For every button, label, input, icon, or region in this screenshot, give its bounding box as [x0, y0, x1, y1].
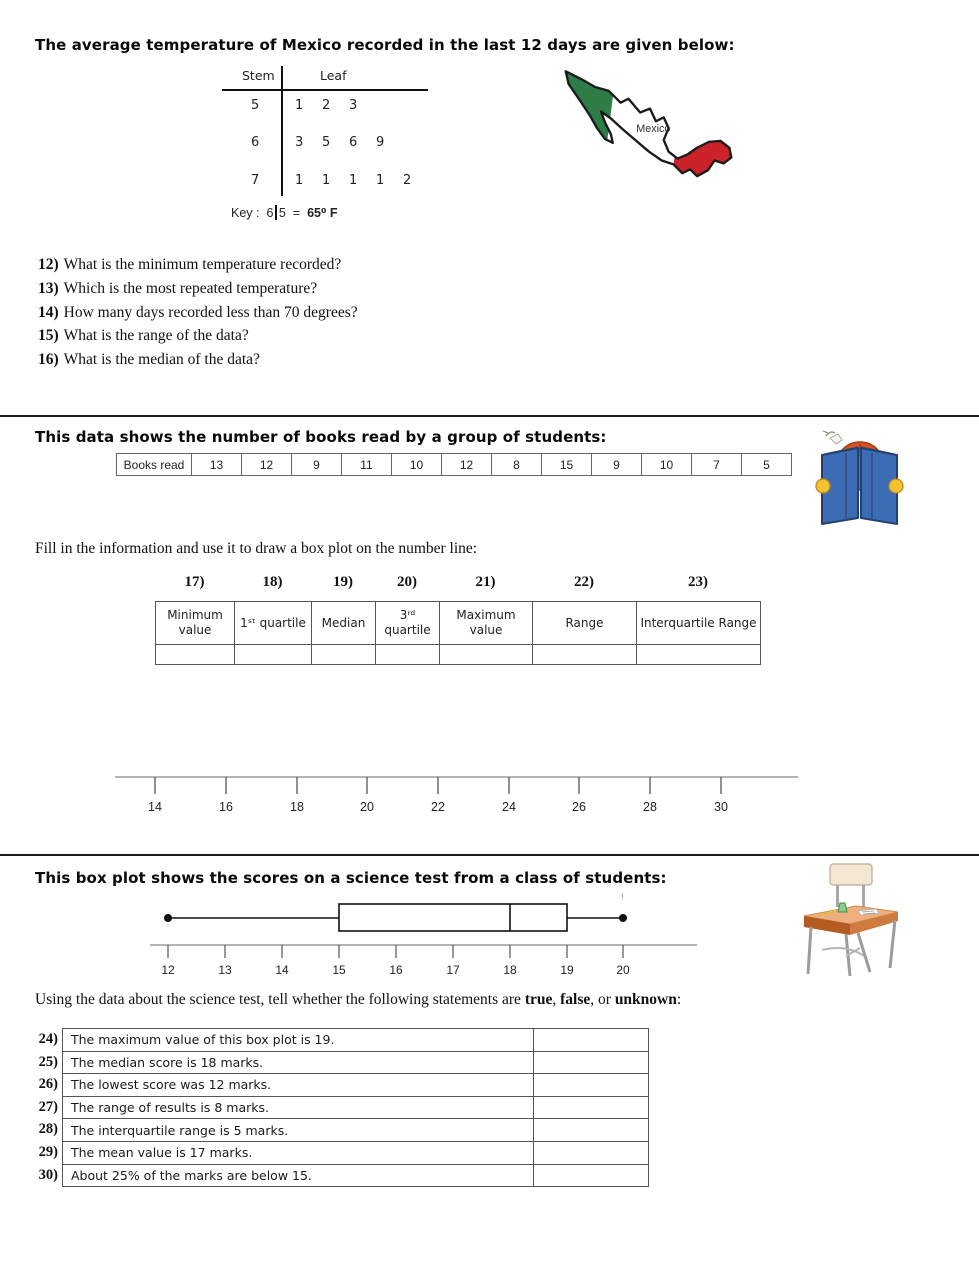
question-number: 14) — [38, 303, 59, 321]
statement-text: The lowest score was 12 marks. — [62, 1073, 534, 1097]
books-read-table — [116, 453, 792, 476]
stats-answer-cell[interactable] — [533, 645, 637, 665]
leaf-value: 9 — [376, 135, 385, 150]
statement-text: The range of results is 8 marks. — [62, 1096, 534, 1120]
books-value-cell: 13 — [192, 454, 242, 476]
stats-question-numbers — [155, 574, 760, 591]
tick-label: 20 — [360, 800, 374, 814]
tick-label: 17 — [446, 963, 460, 977]
stats-header-median: Median — [312, 602, 376, 645]
question-13 — [38, 280, 358, 304]
boxplot-axis-ticks — [168, 945, 623, 958]
chair-back — [830, 864, 872, 885]
books-value-cell: 15 — [542, 454, 592, 476]
stats-answer-cell[interactable] — [235, 645, 312, 665]
key-label: Key : — [231, 206, 260, 220]
stats-header-minimum: Minimum value — [156, 602, 235, 645]
boxplot-artifact-mark: ! — [621, 892, 624, 902]
stem-leaf-vertical-line — [281, 66, 283, 196]
question-number: 27) — [38, 1098, 58, 1115]
stem-value: 7 — [251, 173, 260, 188]
books-value-cell: 10 — [392, 454, 442, 476]
tick-label: 14 — [275, 963, 289, 977]
section1-title: The average temperature of Mexico recorded in the last 12 days are given below: — [35, 36, 735, 54]
leaf-value: 5 — [322, 135, 331, 150]
stats-header-iqr: Interquartile Range — [637, 602, 761, 645]
stem-leaf-key — [231, 205, 338, 220]
number-line-labels — [148, 800, 728, 814]
question-text: How many days recorded less than 70 degrees? — [63, 303, 358, 321]
statements-table — [31, 1029, 649, 1187]
leaf-value: 3 — [295, 135, 304, 150]
tick-label: 16 — [219, 800, 233, 814]
leaf-value: 1 — [295, 98, 304, 113]
stem-value: 5 — [251, 98, 260, 113]
stats-header-range: Range — [533, 602, 637, 645]
statement-answer-cell[interactable] — [534, 1141, 649, 1165]
key-equals: = — [292, 206, 301, 220]
stats-answer-cell[interactable] — [440, 645, 533, 665]
question-number: 30) — [38, 1166, 58, 1183]
statement-row-25 — [31, 1051, 649, 1075]
question-12 — [38, 256, 358, 280]
statement-text: The median score is 18 marks. — [62, 1051, 534, 1075]
statement-answer-cell[interactable] — [534, 1118, 649, 1142]
key-right-digit: 5 — [278, 206, 286, 220]
tick-label: 24 — [502, 800, 516, 814]
instruction-bold-unknown: unknown — [614, 991, 677, 1008]
school-desk-clipart — [798, 860, 903, 980]
stats-answer-cell[interactable] — [637, 645, 761, 665]
stats-answer-cell[interactable] — [312, 645, 376, 665]
section-divider — [0, 415, 979, 417]
stem-leaf-header-rule — [222, 89, 428, 91]
question-number: 29) — [38, 1143, 58, 1160]
leaf-value: 6 — [349, 135, 358, 150]
statement-answer-cell[interactable] — [534, 1051, 649, 1075]
boxplot-box — [339, 904, 567, 931]
question-text: What is the range of the data? — [63, 327, 249, 345]
question-15 — [38, 327, 358, 351]
question-text: Which is the most repeated temperature? — [63, 279, 318, 297]
leaf-value: 1 — [376, 173, 385, 188]
question-14 — [38, 304, 358, 328]
desk-crossbars — [822, 948, 864, 956]
statement-answer-cell[interactable] — [534, 1073, 649, 1097]
boxplot-max-dot — [619, 914, 627, 922]
books-value-cell: 12 — [242, 454, 292, 476]
scribble-marks — [823, 431, 835, 436]
leaf-column-header: Leaf — [320, 68, 347, 83]
question-number: 19) — [333, 574, 353, 590]
instruction-bold-true: true — [524, 991, 553, 1008]
tick-label: 12 — [161, 963, 175, 977]
question-16 — [38, 351, 358, 375]
stats-answer-cell[interactable] — [156, 645, 235, 665]
question-number: 17) — [184, 574, 205, 590]
stats-fill-in-table — [155, 601, 761, 665]
leaf-value: 1 — [295, 173, 304, 188]
tick-label: 19 — [560, 963, 574, 977]
question-number: 26) — [38, 1076, 58, 1093]
mexico-map — [552, 64, 748, 208]
reading-student-clipart — [812, 422, 907, 530]
tick-label: 15 — [332, 963, 346, 977]
student-hand-left — [816, 479, 830, 493]
leaf-value: 2 — [322, 98, 331, 113]
tick-label: 18 — [503, 963, 517, 977]
question-number: 28) — [38, 1121, 58, 1138]
tick-label: 30 — [714, 800, 728, 814]
statement-answer-cell[interactable] — [534, 1028, 649, 1052]
statement-text: The mean value is 17 marks. — [62, 1141, 534, 1165]
books-value-cell: 12 — [442, 454, 492, 476]
instruction-bold-false: false — [560, 991, 591, 1008]
section-divider — [0, 854, 979, 856]
boxplot-min-dot — [164, 914, 172, 922]
statement-row-26 — [31, 1073, 649, 1097]
statement-text: The maximum value of this box plot is 19. — [62, 1028, 534, 1052]
stats-answer-cell[interactable] — [376, 645, 440, 665]
leaf-value: 2 — [403, 173, 412, 188]
question-number: 25) — [38, 1053, 58, 1070]
question-number: 22) — [574, 574, 594, 590]
number-line-books — [110, 763, 810, 818]
statement-row-27 — [31, 1096, 649, 1120]
tick-label: 22 — [431, 800, 445, 814]
number-line-ticks — [155, 777, 721, 794]
key-divider-bar — [275, 205, 277, 220]
stem-value: 6 — [251, 135, 260, 150]
statement-answer-cell[interactable] — [534, 1096, 649, 1120]
boxplot-instruction: Fill in the information and use it to draw a box plot on the number line: — [35, 540, 478, 557]
tick-label: 28 — [643, 800, 657, 814]
tick-label: 20 — [616, 963, 630, 977]
student-hand-right — [889, 479, 903, 493]
tick-label: 14 — [148, 800, 162, 814]
question-number: 12) — [38, 256, 59, 273]
question-number: 15) — [38, 327, 59, 345]
books-read-label: Books read — [117, 454, 192, 476]
question-number: 13) — [38, 279, 59, 297]
chair-post — [836, 885, 839, 907]
tick-label: 16 — [389, 963, 403, 977]
statement-row-29 — [31, 1141, 649, 1165]
question-number: 21) — [475, 574, 496, 590]
chair-post — [862, 885, 865, 907]
mexico-map-label: Mexico — [636, 123, 671, 136]
question-number: 20) — [397, 574, 417, 590]
statement-row-28 — [31, 1118, 649, 1142]
question-number: 24) — [38, 1031, 58, 1047]
stem-column-header: Stem — [242, 68, 275, 83]
question-text: What is the minimum temperature recorded? — [63, 256, 342, 273]
statement-row-30 — [31, 1164, 649, 1188]
boxplot-axis-labels — [161, 963, 630, 977]
statement-text: The interquartile range is 5 marks. — [62, 1118, 534, 1142]
section3-heading: This box plot shows the scores on a science test from a class of students: — [35, 869, 667, 887]
tick-label: 18 — [290, 800, 304, 814]
books-value-cell: 11 — [342, 454, 392, 476]
statement-text: About 25% of the marks are below 15. — [62, 1164, 534, 1188]
question-text: What is the median of the data? — [63, 351, 260, 369]
books-value-cell: 8 — [492, 454, 542, 476]
statement-answer-cell[interactable] — [534, 1164, 649, 1188]
section2-heading: This data shows the number of books read by a group of students: — [35, 428, 607, 446]
stem-leaf-plot — [222, 66, 434, 216]
leaf-value: 1 — [349, 173, 358, 188]
tick-label: 13 — [218, 963, 232, 977]
stats-header-q1: 1ˢᵗ quartile — [235, 602, 312, 645]
stats-header-q3: 3ʳᵈ quartile — [376, 602, 440, 645]
stats-header-maximum: Maximum value — [440, 602, 533, 645]
instruction-text: Using the data about the science test, tell whether the following statements are — [35, 991, 525, 1008]
key-left-digit: 6 — [266, 206, 274, 220]
question-number: 23) — [688, 574, 708, 590]
books-value-cell: 9 — [292, 454, 342, 476]
flask-on-desk — [838, 903, 847, 912]
paper-scrap — [830, 434, 842, 444]
books-value-cell: 9 — [592, 454, 642, 476]
question-number: 18) — [262, 574, 283, 590]
key-value: 65⁰ F — [307, 206, 338, 220]
question-number: 16) — [38, 351, 59, 369]
leaf-value: 3 — [349, 98, 358, 113]
tick-label: 26 — [572, 800, 586, 814]
mexico-map-fill — [552, 67, 748, 204]
books-value-cell: 7 — [692, 454, 742, 476]
books-value-cell: 10 — [642, 454, 692, 476]
books-value-cell: 5 — [742, 454, 792, 476]
statement-row-24 — [31, 1028, 649, 1052]
question-list-1 — [38, 256, 358, 375]
statements-instruction: Using the data about the science test, tell whether the following statements are true, false, or unknown: — [35, 991, 682, 1008]
science-test-box-plot — [135, 888, 715, 988]
leaf-value: 1 — [322, 173, 331, 188]
